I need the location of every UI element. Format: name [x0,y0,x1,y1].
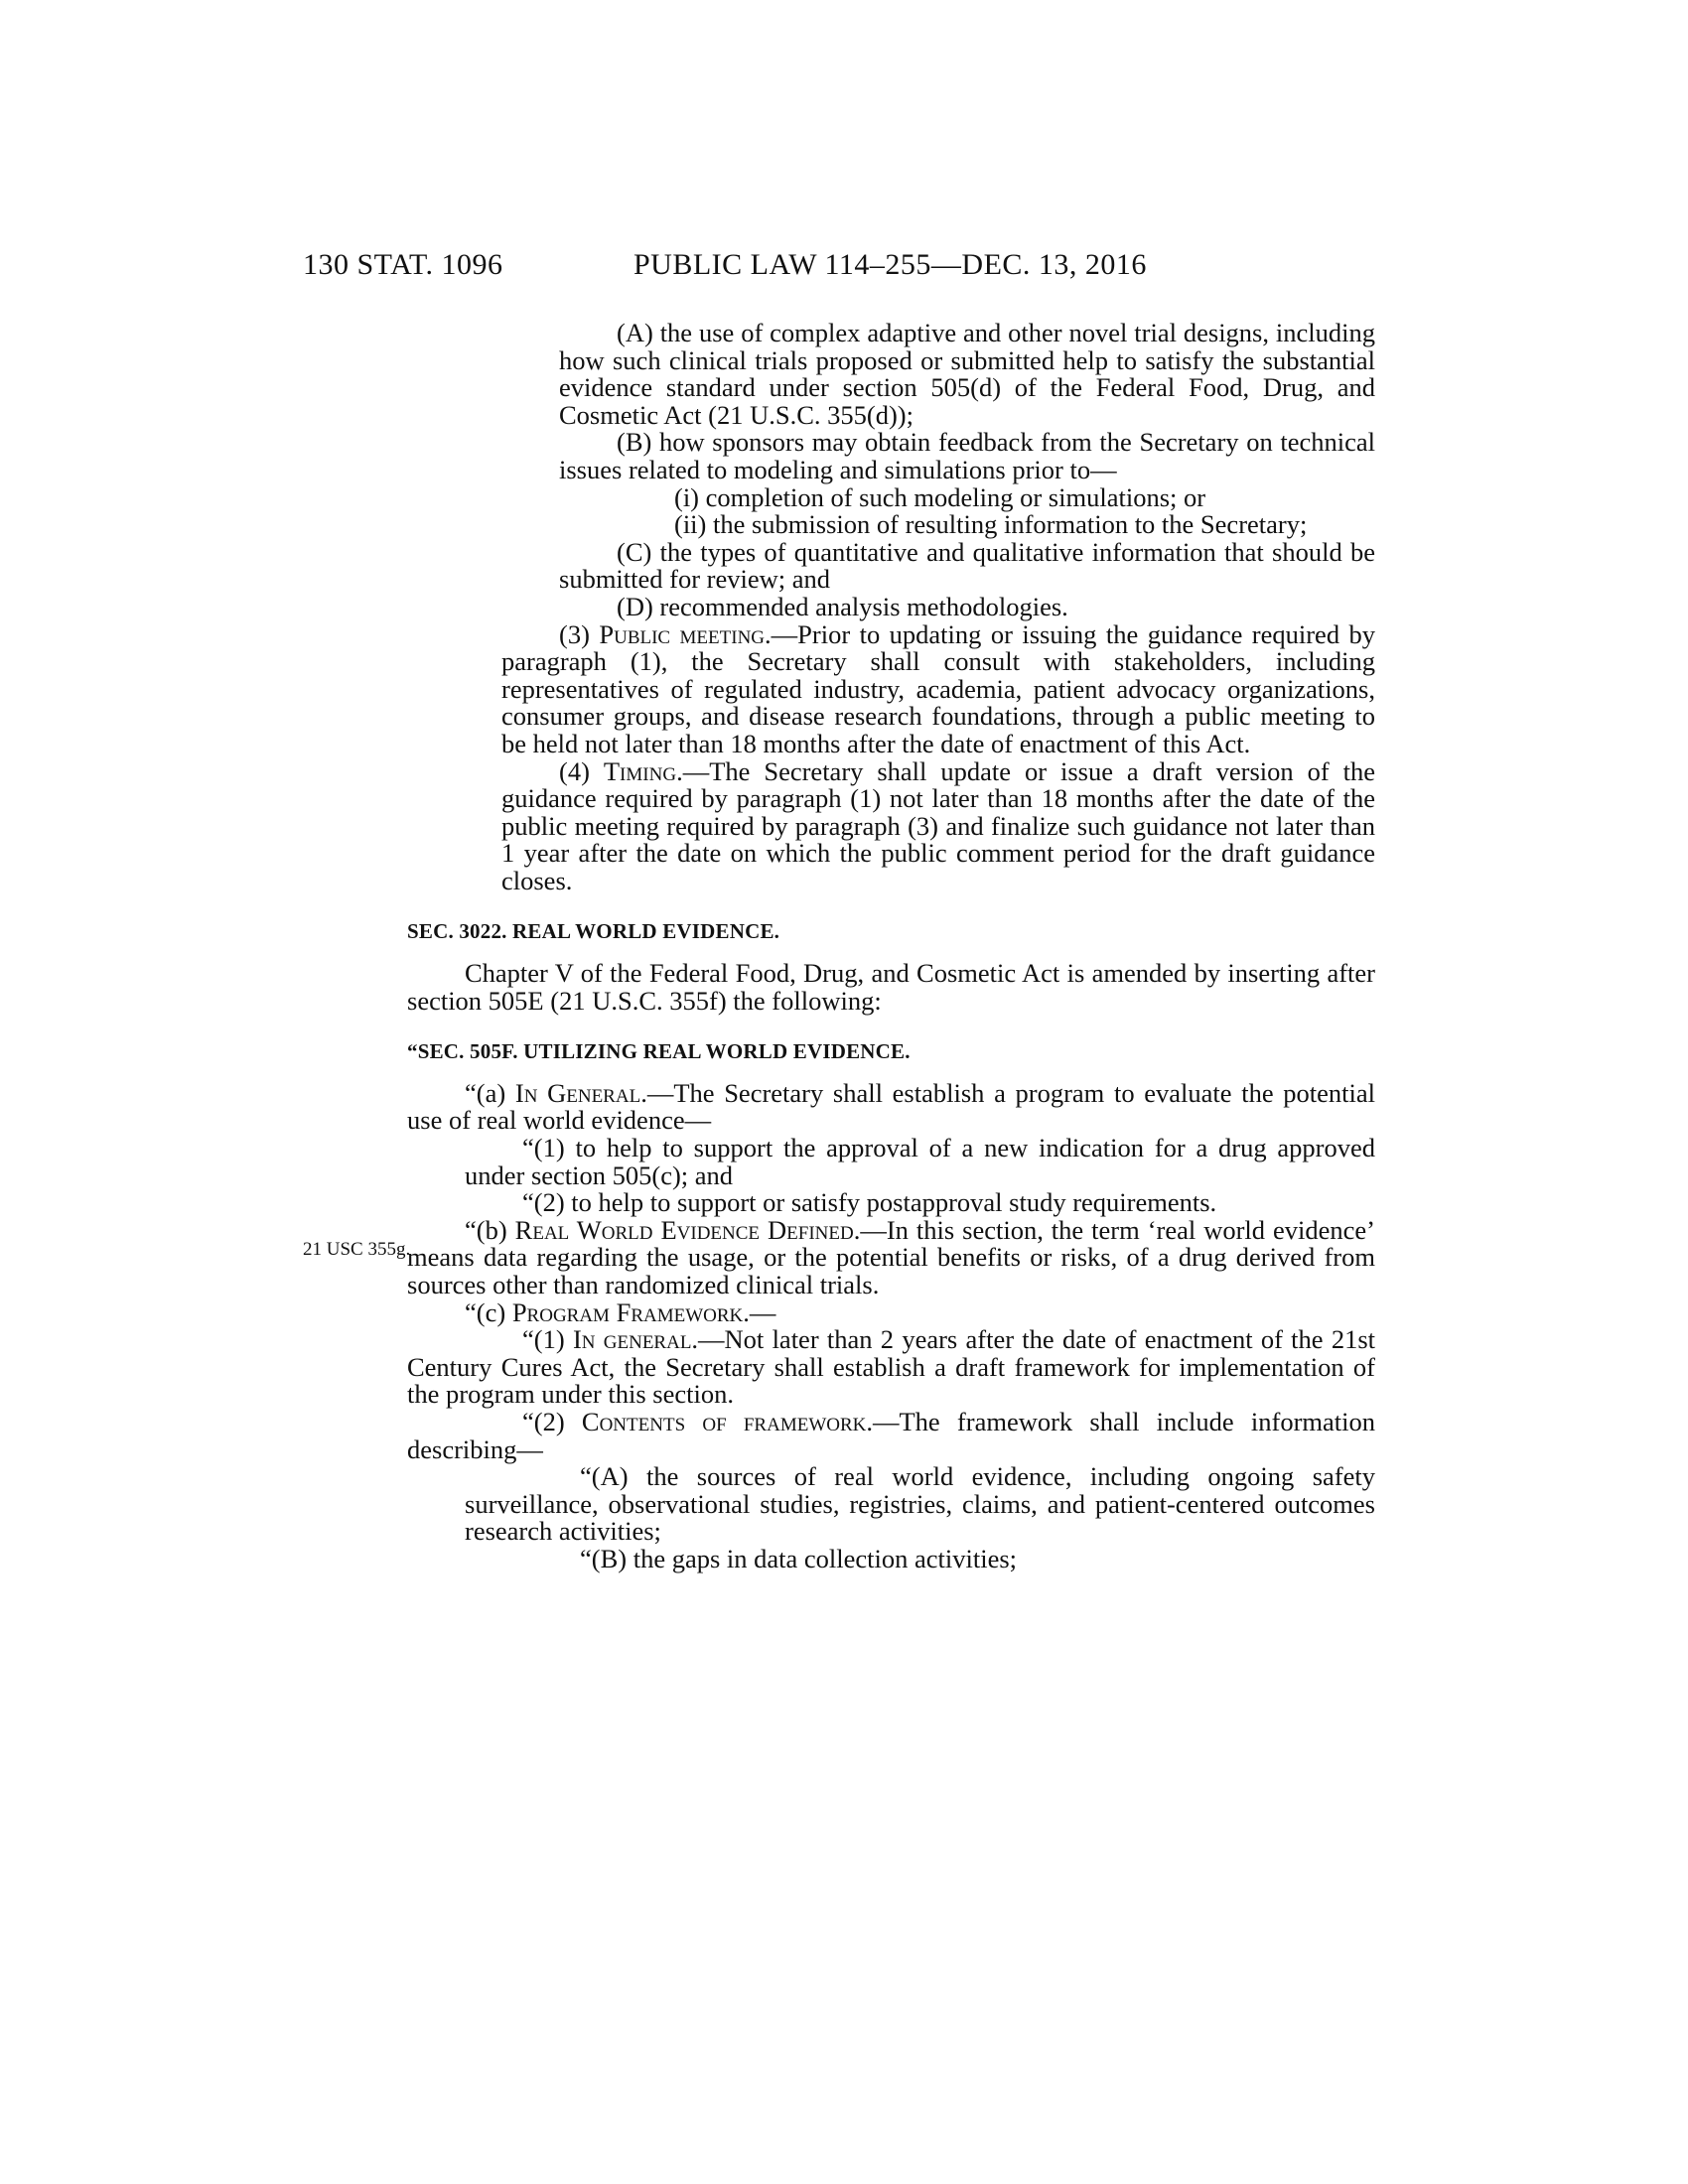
document-body [407,318,1376,1573]
para-505f-c1-text: .—Not later than 2 years after the date of enactment of the 21st Century Cures Act, the Secretary shall establish a draft framework for implementation of the program under this section. [407,1324,1376,1410]
para-505f-c2-num: “(2) [522,1406,565,1436]
para-505f-a-heading: In General [514,1077,641,1108]
page-title: PUBLIC LAW 114–255—DEC. 13, 2016 [633,248,1147,281]
para-4-heading: Timing [603,755,677,786]
para-505f-c-num: “(c) [465,1297,506,1327]
para-505f-b [407,1214,1375,1299]
para-c: (C) the types of quantitative and qualitative information that should be submitted for review; and [559,536,1375,595]
para-505f-c2 [407,1406,1376,1464]
para-505f-c-text: .— [743,1297,776,1327]
para-a: (A) the use of complex adaptive and other novel trial designs, including how such clinical trials proposed or submitted help to satisfy the substantial evidence standard under section 505(d) of the Federal Food, Drug, and Cosmetic Act (21 U.S.C. 355(d)); [559,318,1375,430]
para-b-ii: (ii) the submission of resulting information to the Secretary; [674,509,1308,540]
para-505f-a2: “(2) to help to support or satisfy postapproval study requirements. [522,1187,1217,1218]
para-505f-c1 [407,1326,1375,1409]
margin-citation: 21 USC 355g. [303,1239,411,1260]
para-b: (B) how sponsors may obtain feedback from the Secretary on technical issues related to modeling and simulations prior to— [559,427,1375,484]
para-505f-c2-b: “(B) the gaps in data collection activities; [580,1543,1018,1573]
para-505f-c1-heading: In general [572,1324,692,1355]
para-505f-b-heading: Real World Evidence Defined [514,1214,854,1245]
page-citation: 130 STAT. 1096 [303,248,503,281]
para-4-text: .—The Secretary shall update or issue a draft version of the guidance required by paragraph (1) not later than 18 months after the date of the public meeting required by paragraph (3) and finalize such guidance not later than 1 year after the date on which the public comment period for the draft guidance closes. [501,755,1376,895]
para-505f-b-num: “(b) [465,1214,507,1245]
para-505f-a [407,1077,1376,1136]
para-505f-b-text: .—In this section, the term ‘real world evidence’ means data regarding the usage, or the potential benefits or risks, of a drug derived from sources other than randomized clinical trials. [407,1214,1375,1299]
para-505f-a-num: “(a) [465,1077,506,1108]
section-3022-heading: SEC. 3022. REAL WORLD EVIDENCE. [407,919,780,944]
para-b-i: (i) completion of such modeling or simulations; or [674,481,1206,512]
para-3-text: .—Prior to updating or issuing the guidance required by paragraph (1), the Secretary shall consult with stakeholders, including representatives of regulated industry, academia, patient advocacy organizations, consumer groups, and disease research foundations, through a public meeting to be held not later than 18 months after the date of enactment of this Act. [501,618,1376,758]
para-4 [501,755,1376,895]
section-505f-heading: “SEC. 505F. UTILIZING REAL WORLD EVIDENCE. [407,1039,911,1064]
para-505f-c2-text: .—The framework shall include information describing— [407,1406,1376,1464]
para-505f-c-heading: Program Framework [511,1297,744,1327]
para-505f-c2-a: “(A) the sources of real world evidence, including ongoing safety surveillance, observational studies, registries, claims, and patient-centered outcomes research activities; [465,1461,1375,1547]
para-3-heading: Public meeting [599,618,766,649]
para-4-num: (4) [559,755,590,786]
para-3-num: (3) [559,618,590,649]
section-3022-text: Chapter V of the Federal Food, Drug, and Cosmetic Act is amended by inserting after section 505E (21 U.S.C. 355f) the following: [407,958,1375,1016]
para-505f-a1: “(1) to help to support the approval of a new indication for a drug approved under section 505(c); and [465,1133,1375,1190]
para-505f-c1-num: “(1) [522,1324,565,1355]
para-3 [501,618,1376,758]
para-505f-c [407,1299,1375,1327]
para-505f-a-text: .—The Secretary shall establish a program to evaluate the potential use of real world evidence— [407,1077,1376,1136]
para-d: (D) recommended analysis methodologies. [617,591,1068,621]
para-505f-c2-heading: Contents of framework [581,1406,867,1436]
